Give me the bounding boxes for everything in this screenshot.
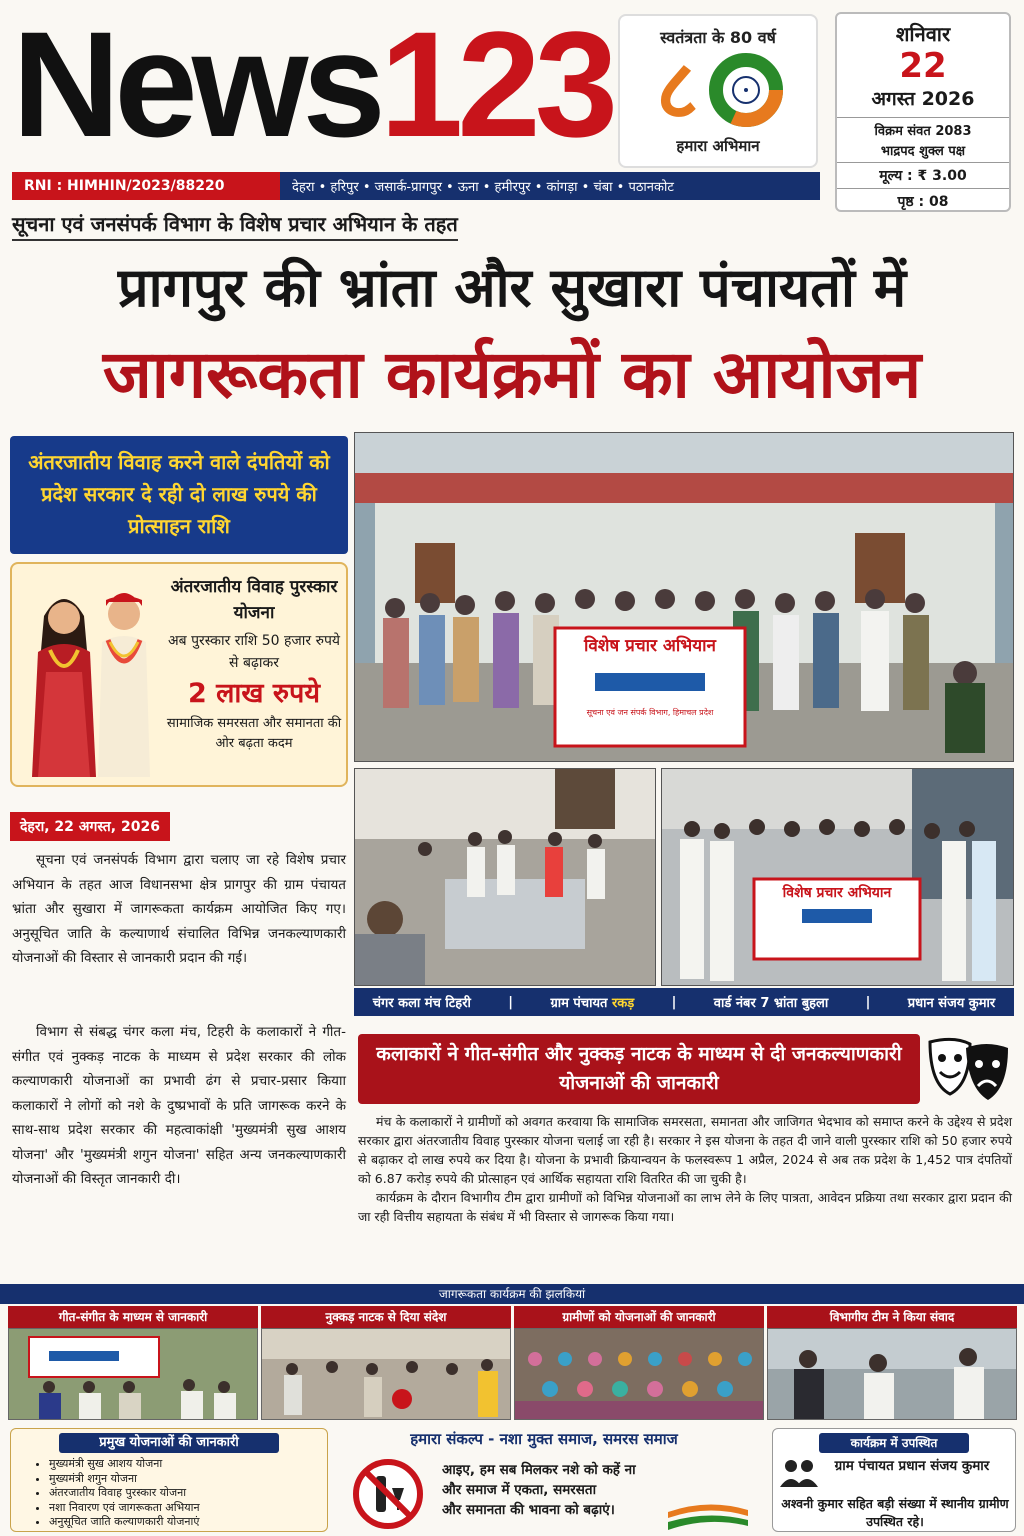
article-paragraph-2: विभाग से संबद्ध चंगर कला मंच, टिहरी के कलाकारों ने गीत-संगीत एवं नुक्कड़ नाटक के माध्यम से प्रदेश सरकार की लोक कल्याणकारी योजनाओं का प्रभावी ढंग से प्रचार-प्रसार कियाा कलाकारों ने लोगों को नशे के दुष्प्रभावों के प्रति जागरूक करने के साथ-साथ प्रदेश सरकार की महत्वाकांक्षी 'मुख्यमंत्री सुख आशय योजना' और 'मुख्यमंत्री शगुन योजना' सहित अन्य जनकल्याणकारी योजनाओं की विस्तृत जानकारी दी। xyxy=(12,1024,346,1187)
eighty-emblem-icon xyxy=(628,48,808,128)
rni-number: RNI : HIMHIN/2023/88220 xyxy=(12,172,280,200)
award-scheme-box xyxy=(10,562,348,787)
performance-photo xyxy=(354,768,656,986)
headline-line2: जागरूकता कार्यक्रमों का आयोजन xyxy=(102,336,922,413)
award-subtitle: अब पुरस्कार राशि 50 हजार रुपये से बढ़ाकर xyxy=(167,633,341,671)
pledge-box xyxy=(338,1428,750,1532)
headline-line1: प्रागपुर की भ्रांता और सुखारा पंचायतों में xyxy=(117,256,907,319)
schemes-title: प्रमुख योजनाओं की जानकारी xyxy=(59,1433,279,1453)
highlight-label-1: गीत-संगीत के माध्यम से जानकारी xyxy=(8,1306,258,1328)
incentive-highlight-box: अंतरजातीय विवाह करने वाले दंपतियों को प्रदेश सरकार दे रही दो लाख रुपये की प्रोत्साहन राशि xyxy=(10,436,348,554)
scheme-item: • मुख्यमंत्री सुख आशय योजना xyxy=(49,1457,327,1472)
schemes-box xyxy=(10,1428,328,1532)
newspaper-logo: News123 xyxy=(12,0,613,168)
caption-3: वार्ड नंबर 7 भ्रांता बुहला xyxy=(713,996,829,1011)
scheme-item: • अनुसूचित जाति कल्याणकारी योजनाएं xyxy=(49,1515,327,1530)
highlight-label-2: नुक्कड़ नाटक से दिया संदेश xyxy=(261,1306,511,1328)
attendance-box xyxy=(772,1428,1016,1532)
highlight-tile-1 xyxy=(8,1306,258,1420)
caption-4: प्रधान संजय कुमार xyxy=(907,996,996,1011)
price: मूल्य : ₹ 3.00 xyxy=(837,162,1009,188)
samvat: विक्रम संवत 2083 xyxy=(874,124,972,139)
award-caption: सामाजिक समरसता और समानता की ओर बढ़ता कदम xyxy=(166,716,342,751)
award-amount: 2 लाख रुपये xyxy=(187,678,321,709)
svg-text:८: ८ xyxy=(656,48,699,128)
highlights-title: जागरूकता कार्यक्रम की झलकियां xyxy=(0,1284,1024,1304)
highlight-tile-3 xyxy=(514,1306,764,1420)
caption-2: ग्राम पंचायत रकड़ xyxy=(550,996,635,1011)
scheme-item: • नशा निवारण एवं जागरूकता अभियान xyxy=(49,1501,327,1516)
date-box xyxy=(835,12,1011,212)
wedding-couple-illustration xyxy=(24,572,164,782)
pledge-line-1: आइए, हम सब मिलकर नशे को कहें ना xyxy=(442,1462,636,1478)
attendance-chief: ग्राम पंचायत प्रधान संजय कुमार xyxy=(834,1458,990,1474)
tricolor-swoosh-icon xyxy=(668,1502,748,1532)
campaign-banner-subtext: सूचना एवं जन संपर्क विभाग, हिमाचल प्रदेश xyxy=(586,708,714,717)
highlight-tile-2 xyxy=(261,1306,511,1420)
pledge-title: हमारा संकल्प - नशा मुक्त समाज, समरस समाज xyxy=(410,1430,678,1448)
right-article-paragraph-2: कार्यक्रम के दौरान विभागीय टीम द्वारा ग्रामीणों को विभिन्न योजनाओं का लाभ लेने के लिए पात्रता, आवेदन प्रक्रिया तथा सरकार द्वारा प्रदान की जा रही वित्तीय सहायता के संबंध में भी विस्तार से जागरूक किया गया। xyxy=(358,1190,1012,1224)
people-icon xyxy=(779,1457,819,1489)
article-paragraph-1: सूचना एवं जनसंपर्क विभाग द्वारा चलाए जा रहे विशेष प्रचार अभियान के तहत आज विधानसभा क्षेत्र प्रागपुर की ग्राम पंचायत भ्रांता और सुखारा में जागरूकता कार्यक्रम आयोजित किए गए। अनुसूचित जाति के कल्याणार्थ संचालित विभिन्न जनकल्याणकारी योजनाओं की विस्तार से जानकारी प्रदान की गई। xyxy=(12,852,346,966)
pledge-line-2: और समाज में एकता, समरसता xyxy=(442,1482,597,1498)
independence-80-badge xyxy=(618,14,818,168)
photo-caption-bar: चंगर कला मंच टिहरी | ग्राम पंचायत रकड़ | वार्ड नंबर 7 भ्रांता बुहला | प्रधान संजय कुमार xyxy=(354,988,1014,1016)
scheme-item: • मुख्यमंत्री शगुन योजना xyxy=(49,1472,327,1487)
date-number: 22 xyxy=(899,46,947,86)
pledge-line-3: और समानता की भावना को बढ़ाएं। xyxy=(442,1502,615,1518)
highlight-tile-4 xyxy=(767,1306,1017,1420)
badge-top-text: स्वतंत्रता के 80 वर्ष xyxy=(660,28,776,47)
rni-bar xyxy=(12,172,820,200)
campaign-banner-text-2: विशेष प्रचार अभियान xyxy=(782,885,892,901)
scheme-item: • अंतरजातीय विवाह पुरस्कार योजना xyxy=(49,1486,327,1501)
main-group-photo xyxy=(354,432,1014,762)
banner-group-photo xyxy=(661,768,1014,986)
highlight-label-3: ग्रामीणों को योजनाओं की जानकारी xyxy=(514,1306,764,1328)
no-drugs-icon xyxy=(352,1458,424,1530)
paksha: भाद्रपद शुक्ल पक्ष xyxy=(880,144,966,159)
caption-1: चंगर कला मंच टिहरी xyxy=(372,996,471,1011)
headline-kicker: सूचना एवं जनसंपर्क विभाग के विशेष प्रचार अभियान के तहत xyxy=(12,210,458,241)
attendance-others: अश्वनी कुमार सहित बड़ी संख्या में स्थानीय ग्रामीण उपस्थित रहे। xyxy=(781,1496,1009,1529)
month-year: अगस्त 2026 xyxy=(871,88,975,110)
theatre-masks-icon xyxy=(924,1034,1012,1104)
subheadline-banner: कलाकारों ने गीत-संगीत और नुक्कड़ नाटक के माध्यम से दी जनकल्याणकारी योजनाओं की जानकारी xyxy=(358,1034,920,1104)
page-count: पृष्ठ : 08 xyxy=(837,188,1009,214)
weekday: शनिवार xyxy=(895,22,951,46)
dateline: देहरा, 22 अगस्त, 2026 xyxy=(10,812,170,841)
attendance-title: कार्यक्रम में उपस्थित xyxy=(819,1433,969,1453)
right-article xyxy=(358,1112,1012,1226)
award-title: अंतरजातीय विवाह पुरस्कार योजना xyxy=(170,577,338,623)
campaign-banner-text: विशेष प्रचार अभियान xyxy=(584,636,716,656)
highlight-label-4: विभागीय टीम ने किया संवाद xyxy=(767,1306,1017,1328)
badge-bottom-text: हमारा अभिमान xyxy=(676,137,760,155)
right-article-paragraph-1: मंच के कलाकारों ने ग्रामीणों को अवगत करवाया कि सामाजिक समरसता, समानता और जाजिगत भेदभाव को समाप्त करने के उद्देश्य से प्रदेश सरकार द्वारा अंतरजातीय विवाह पुरस्कार योजना चलाई जा रही है। सरकार ने इस योजना के तहत दी जाने वाली पुरस्कार राशि को 50 हजार रुपये से बढ़ाकर दो लाख रुपये कर दिया है। योजना के प्रभावी क्रियान्वयन के फलस्वरूप 1 अप्रैल, 2024 से अब तक प्रदेश के 1,452 पात्र दंपतियों को 6.87 करोड़ रुपये की प्रोत्साहन एवं आर्थिक सहायता राशि वितरित की जा चुकी है। xyxy=(358,1114,1012,1186)
edition-places: देहरा • हरिपुर • जसार्क-प्रागपुर • ऊना • हमीरपुर • कांगड़ा • चंबा • पठानकोट xyxy=(292,180,674,195)
